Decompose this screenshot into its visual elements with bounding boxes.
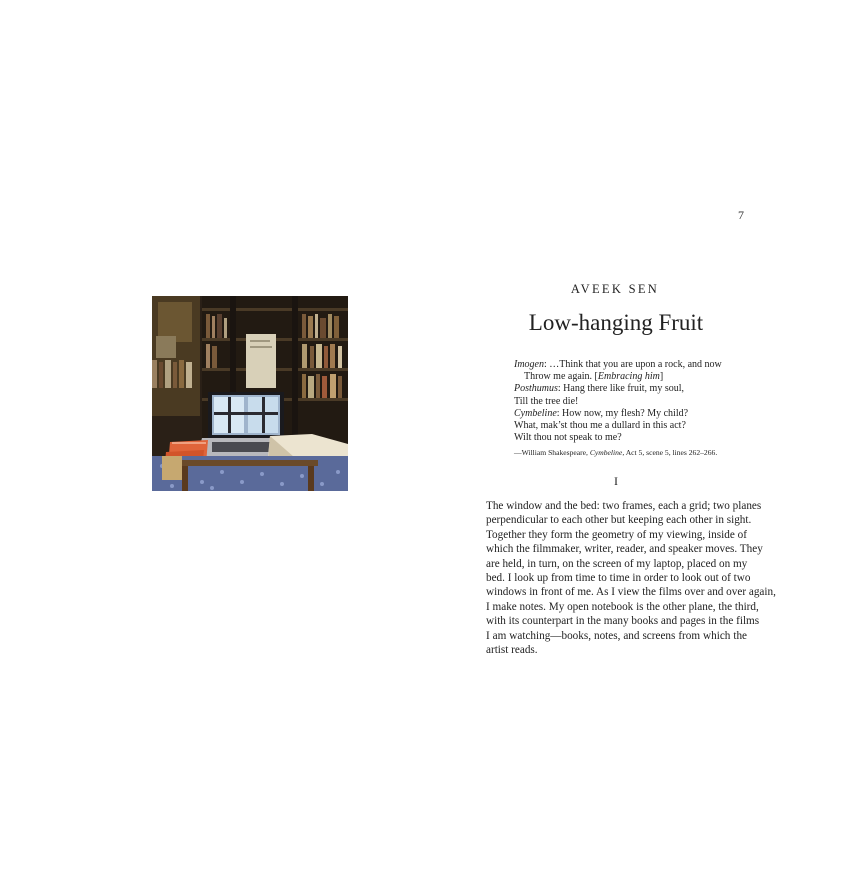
body-line: which the filmmaker, writer, reader, and speaker moves. They [486,543,763,556]
body-line: are held, in turn, on the screen of my laptop, placed on my [486,557,748,570]
page-number: 7 [738,208,744,222]
body-line: windows in front of me. As I view the films over and over again, [486,586,776,599]
epigraph-line: What, mak’st thou me a dullard in this act? [514,420,686,432]
epigraph [514,359,754,460]
body-paragraph [486,499,776,657]
body-line: perpendicular to each other but keeping each other in sight. [486,514,752,527]
body-line: with its counterpart in the many books and pages in the films [486,615,760,628]
essay-title: Low-hanging Fruit [528,310,704,335]
epigraph-line: Posthumus: Hang there like fruit, my soul, [514,383,684,395]
epigraph-line: Wilt thou not speak to me? [514,432,622,444]
body-line: Together they form the geometry of my viewing, inside of [486,528,747,541]
section-numeral: I [614,474,618,488]
body-line: The window and the bed: two frames, each a grid; two planes [486,500,762,512]
photo-laptop-on-bed [152,296,348,491]
epigraph-line: Till the tree die! [514,395,579,407]
epigraph-line: Cymbeline: How now, my flesh? My child? [514,407,689,419]
body-line: I am watching—books, notes, and screens from which the [486,629,747,642]
epigraph-citation: —William Shakespeare, Cymbeline, Act 5, scene 5, lines 262–266. [514,448,718,458]
epigraph-line: Throw me again. [Embracing him] [524,371,664,383]
body-line: I make notes. My open notebook is the other plane, the third, [486,600,759,613]
body-line: bed. I look up from time to time in order to look out of two [486,572,751,585]
photo-icon [152,296,348,491]
author-name: AVEEK SEN [570,282,660,296]
epigraph-line: Imogen: …Think that you are upon a rock, and now [514,359,722,370]
body-line: artist reads. [486,644,538,657]
